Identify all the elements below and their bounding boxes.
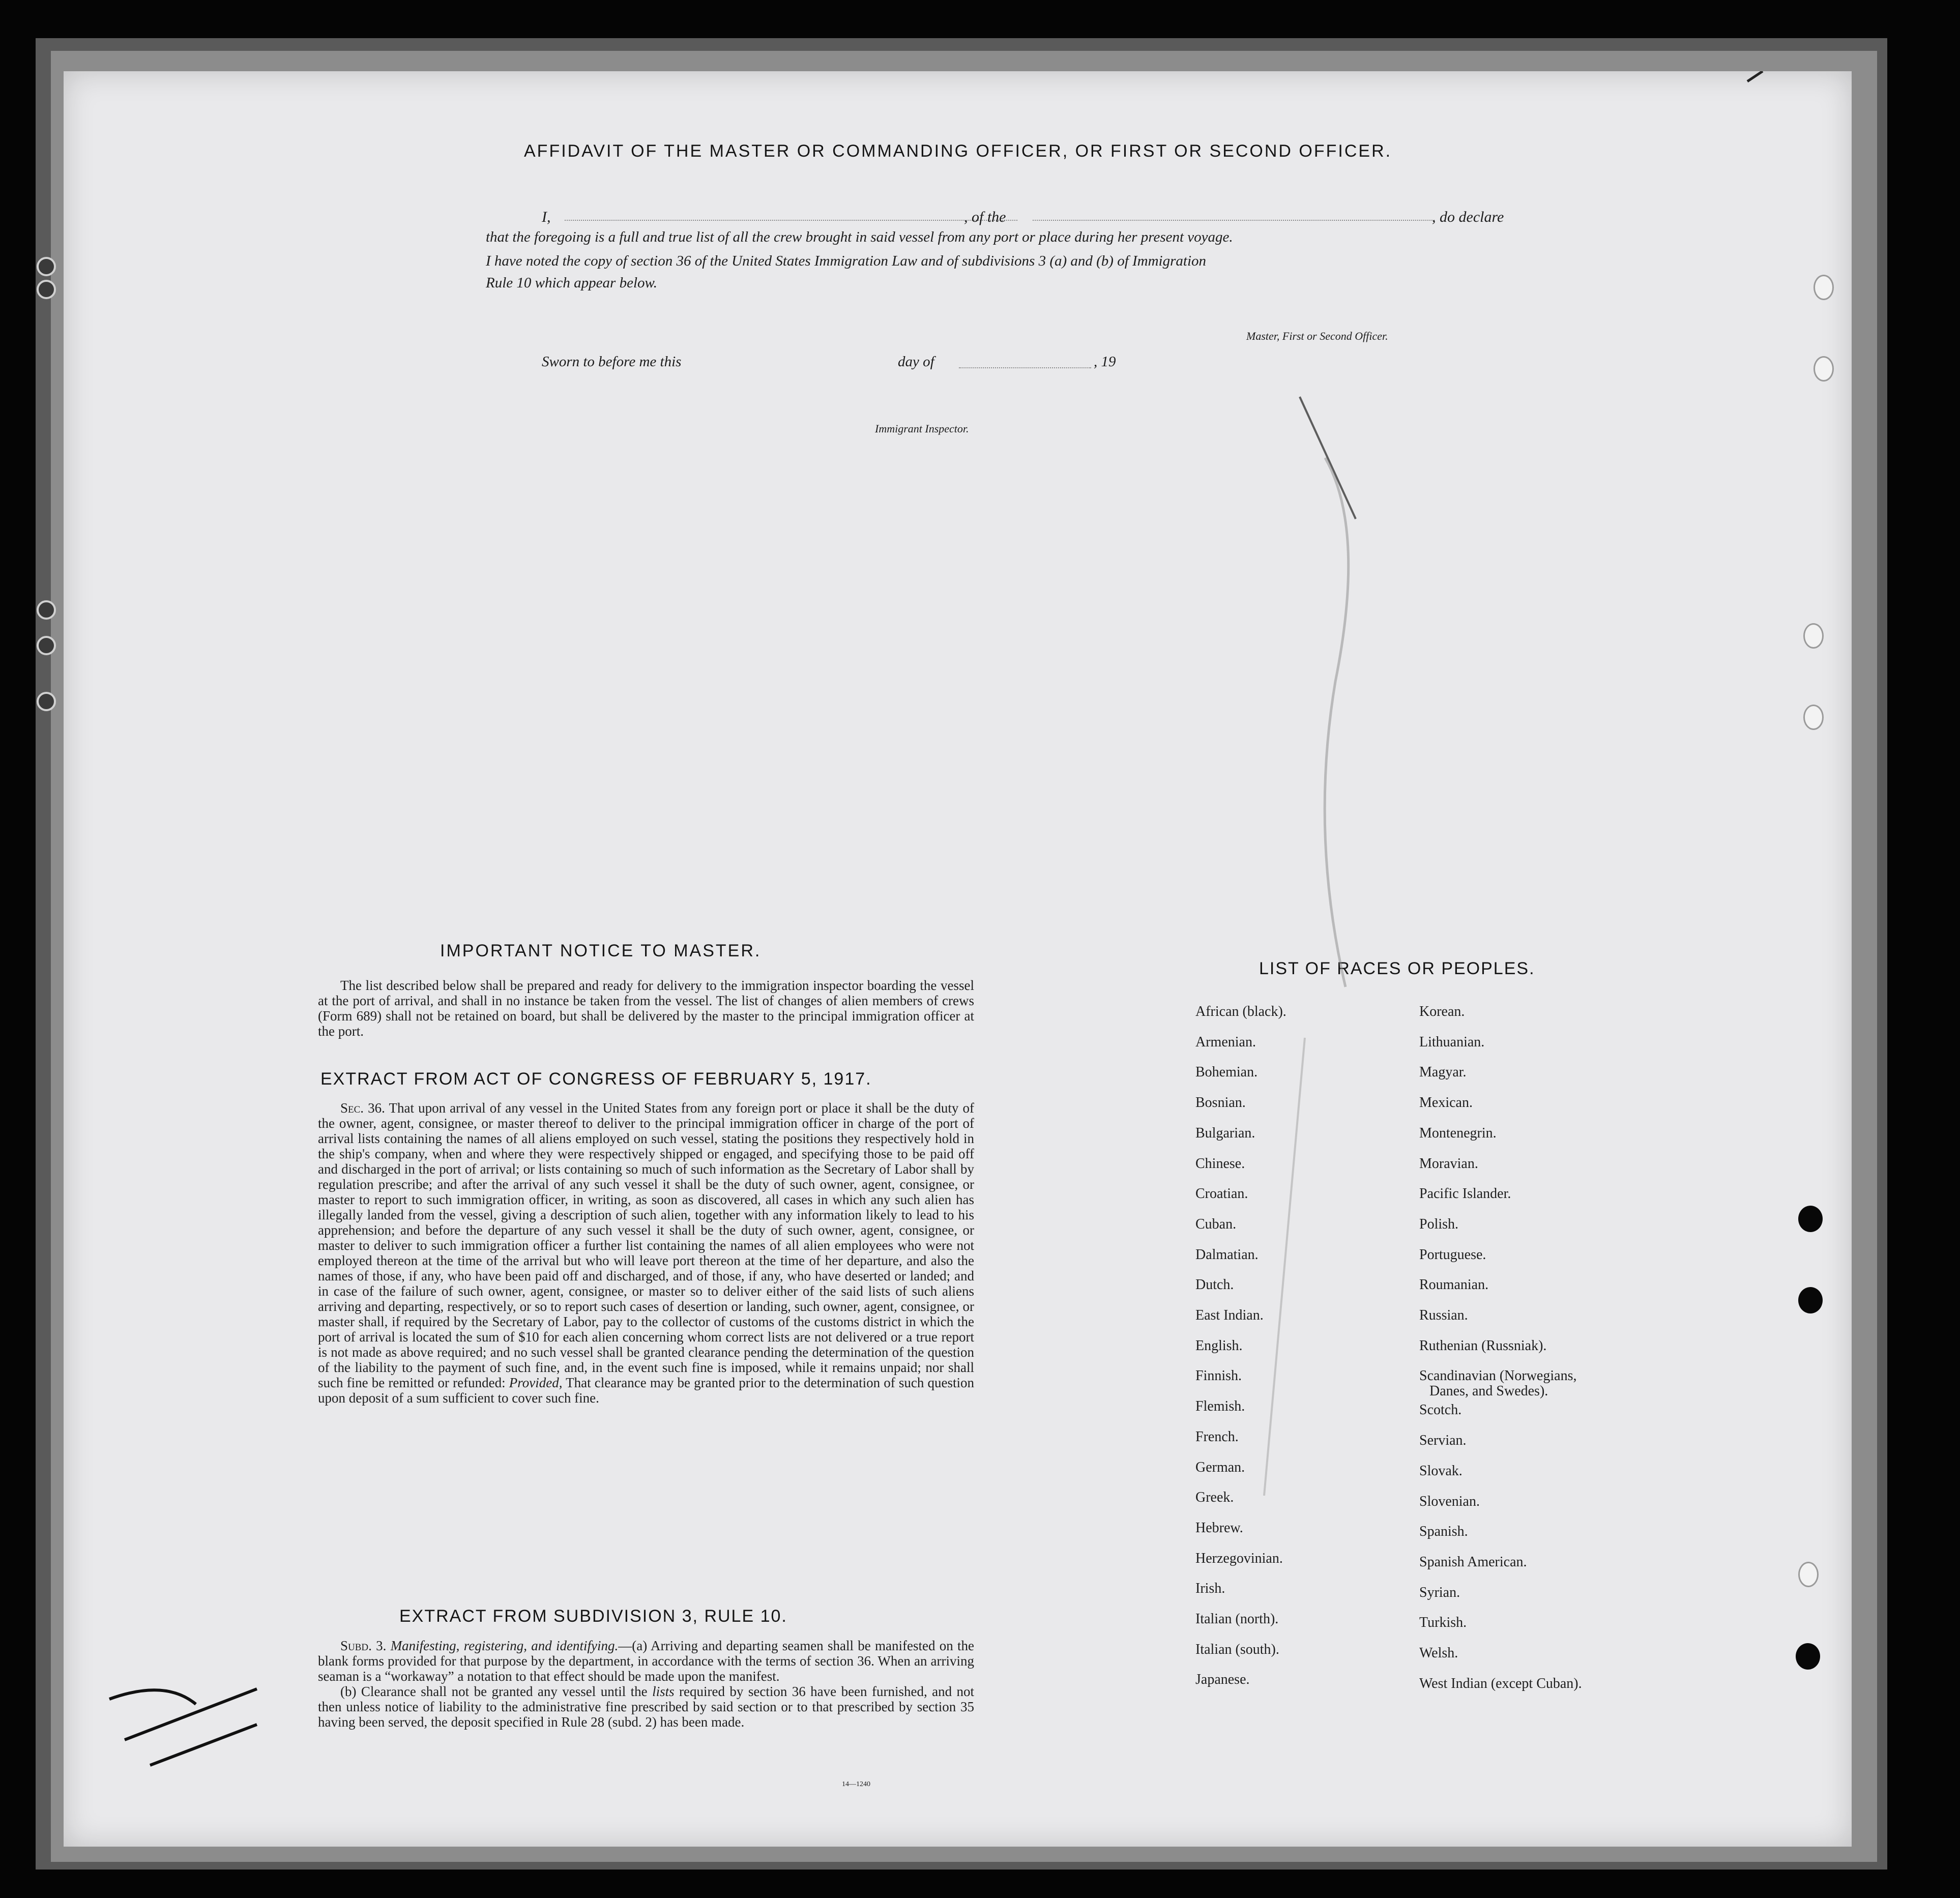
act-text: That upon arrival of any vessel in the United States from any foreign port or place it shall be the duty of the owner, agent, consignee, or master thereof to deliver to the principal immigration officer in charge of the port of arrival lists containing the names of all aliens employed on such vessel, stating the positions they respectively hold in the ship's company, when and where they were respectively shipped or engaged, and specifying those to be paid off and discharged in the port of arrival; or lists containing so much of such information as the Secretary of Labor shall by regulation prescribe; and after the arrival of any such vessel it shall be the duty of such owner, agent, consignee, or master to report to such immigration officer, in writing, as soon as discovered, all cases in which any such alien has illegally landed from the vessel, giving a description of such alien, together with any information likely to lead to his apprehension; and before the departure of any such vessel it shall be the duty of such owner, agent, consignee, or master to deliver to such immigration officer a further list containing the names of all alien employees who were not employed thereon at the time of the arrival but who will leave port thereon at the time of her departure, and also the names of those, if any, who have been paid off and discharged, and of those, if any, who have deserted or landed; and in case of the failure of such owner, agent, consignee, or master so to deliver either of the said lists of such aliens arriving and departing, respectively, or so to report such cases of desertion or landing, such owner, agent, consignee, or master shall, if required by the Secretary of Labor, pay to the collector of customs of the customs district in which the port of arrival is located the sum of $10 for each alien concerning whom correct lists are not delivered or a true report is not made as above required; and no such vessel shall be granted clearance pending the determination of the question of the liability to the payment of such fine, and, in the event such fine is imposed, while it remains unpaid; nor shall such fine be remitted or refunded: bbox=[318, 1100, 974, 1390]
race-item: Bohemian. bbox=[1195, 1064, 1258, 1081]
inspector-label: Immigrant Inspector. bbox=[875, 422, 969, 435]
notice-paragraph: The list described below shall be prepared and ready for delivery to the immigration inspector boarding the vessel at the port of arrival, and shall in no instance be taken from the vessel. The list of changes of alien members of crews (Form 689) shall not be retained on board, but shall be delivered by the master to the principal immigration officer at the port. bbox=[318, 978, 974, 1039]
race-item: Finnish. bbox=[1195, 1368, 1242, 1384]
race-item: Magyar. bbox=[1419, 1064, 1467, 1081]
race-item: Greek. bbox=[1195, 1490, 1234, 1506]
race-item: Montenegrin. bbox=[1419, 1125, 1497, 1141]
race-item: Servian. bbox=[1419, 1433, 1467, 1449]
race-item: Slovak. bbox=[1419, 1463, 1462, 1479]
race-item: Hebrew. bbox=[1195, 1520, 1243, 1536]
binder-ring bbox=[37, 600, 56, 620]
race-item: Scandinavian (Norwegians, bbox=[1419, 1368, 1577, 1384]
act-text-end: That clearance may be granted prior to the determination of such question upon deposit of a sum sufficient to cover such fine. bbox=[318, 1375, 975, 1406]
subd-heading: Manifesting, registering, and identifying. bbox=[390, 1638, 619, 1653]
race-item: Italian (north). bbox=[1195, 1611, 1279, 1627]
race-item: West Indian (except Cuban). bbox=[1419, 1675, 1582, 1691]
race-item: Flemish. bbox=[1195, 1398, 1245, 1415]
para-b-start: (b) Clearance shall not be granted any vessel until the bbox=[340, 1684, 648, 1699]
race-item: Scotch. bbox=[1419, 1402, 1462, 1418]
document-page bbox=[64, 71, 1852, 1847]
race-item: Croatian. bbox=[1195, 1186, 1248, 1202]
race-item: African (black). bbox=[1195, 1004, 1286, 1019]
race-item: Herzegovinian. bbox=[1195, 1550, 1283, 1566]
affidavit-line2: that the foregoing is a full and true list of all the crew brought in said vessel from any port or place during her present voyage. bbox=[486, 229, 1233, 245]
race-item: Dutch. bbox=[1195, 1277, 1234, 1293]
race-item: Korean. bbox=[1419, 1004, 1465, 1019]
race-item: Chinese. bbox=[1195, 1155, 1245, 1172]
race-item: Syrian. bbox=[1419, 1584, 1460, 1600]
race-item: Ruthenian (Russniak). bbox=[1419, 1337, 1547, 1354]
race-item: Welsh. bbox=[1419, 1645, 1458, 1661]
race-item: Portuguese. bbox=[1419, 1246, 1486, 1263]
race-item: Slovenian. bbox=[1419, 1493, 1480, 1509]
race-item: French. bbox=[1195, 1428, 1239, 1445]
race-item: Italian (south). bbox=[1195, 1641, 1279, 1657]
races-title: LIST OF RACES OR PEOPLES. bbox=[1259, 959, 1535, 978]
affidavit-line3: I have noted the copy of section 36 of the United States Immigration Law and of subdivisions 3 (a) and (b) of Immigration bbox=[486, 253, 1207, 269]
race-item: Danes, and Swedes). bbox=[1429, 1383, 1548, 1399]
para-a-text: —(a) Arriving and departing seamen shall be manifested on the blank forms provided for that purpose by the department, in accordance with the terms of section 36. When an arriving seaman is a “workaway” a notation to that effect should be made upon the manifest. bbox=[318, 1638, 974, 1684]
affidavit-title: AFFIDAVIT OF THE MASTER OR COMMANDING OFFICER, OR FIRST OR SECOND OFFICER. bbox=[524, 141, 1392, 161]
race-item: East Indian. bbox=[1195, 1307, 1264, 1323]
race-item: Moravian. bbox=[1419, 1155, 1478, 1172]
affidavit-line1-mid: , of the bbox=[964, 209, 1006, 225]
race-item: Japanese. bbox=[1195, 1672, 1250, 1688]
para-b-end: required by section 36 have been furnished, and not then unless notice of liability to the administrative fine prescribed by said section or to that prescribed by section 35 having been served, the deposit specified in Rule 28 (subd. 2) has been made. bbox=[318, 1684, 975, 1730]
race-item: Cuban. bbox=[1195, 1216, 1237, 1232]
race-item: German. bbox=[1195, 1459, 1245, 1475]
provided-word: Provided, bbox=[509, 1375, 563, 1390]
affidavit-line4: Rule 10 which appear below. bbox=[486, 275, 657, 291]
race-item: Roumanian. bbox=[1419, 1277, 1489, 1293]
race-item: Mexican. bbox=[1419, 1095, 1473, 1111]
race-item: Spanish American. bbox=[1419, 1554, 1527, 1570]
race-item: Bulgarian. bbox=[1195, 1125, 1255, 1141]
signature-label: Master, First or Second Officer. bbox=[1246, 330, 1388, 342]
subd-label: Subd. 3. bbox=[340, 1638, 387, 1653]
race-item: Polish. bbox=[1419, 1216, 1459, 1232]
binder-ring bbox=[37, 636, 56, 655]
sec-label: Sec. 36. bbox=[340, 1100, 385, 1116]
sworn-text: Sworn to before me this bbox=[542, 354, 682, 370]
affidavit-line1-end: , do declare bbox=[1432, 209, 1504, 225]
year-prefix: , 19 bbox=[1094, 354, 1116, 370]
race-item: Irish. bbox=[1195, 1581, 1225, 1597]
binder-ring bbox=[37, 692, 56, 711]
race-item: Turkish. bbox=[1419, 1615, 1467, 1631]
rule-title: EXTRACT FROM SUBDIVISION 3, RULE 10. bbox=[399, 1607, 787, 1626]
binder-ring bbox=[37, 280, 56, 299]
race-item: Bosnian. bbox=[1195, 1095, 1246, 1111]
form-number: 14—1240 bbox=[842, 1780, 870, 1788]
binder-ring bbox=[37, 257, 56, 276]
race-item: Spanish. bbox=[1419, 1524, 1468, 1540]
para-b-lists: lists bbox=[652, 1684, 675, 1699]
race-item: English. bbox=[1195, 1337, 1243, 1354]
race-item: Armenian. bbox=[1195, 1034, 1256, 1050]
race-item: Pacific Islander. bbox=[1419, 1186, 1511, 1202]
affidavit-line1-start: I, bbox=[542, 209, 551, 225]
day-of-text: day of bbox=[898, 354, 934, 370]
race-item: Russian. bbox=[1419, 1307, 1468, 1323]
pencil-marks bbox=[64, 71, 1852, 1847]
race-item: Lithuanian. bbox=[1419, 1034, 1485, 1050]
act-title: EXTRACT FROM ACT OF CONGRESS OF FEBRUARY 5, 1917. bbox=[320, 1069, 872, 1089]
race-item: Dalmatian. bbox=[1195, 1246, 1259, 1263]
notice-title: IMPORTANT NOTICE TO MASTER. bbox=[440, 941, 762, 960]
